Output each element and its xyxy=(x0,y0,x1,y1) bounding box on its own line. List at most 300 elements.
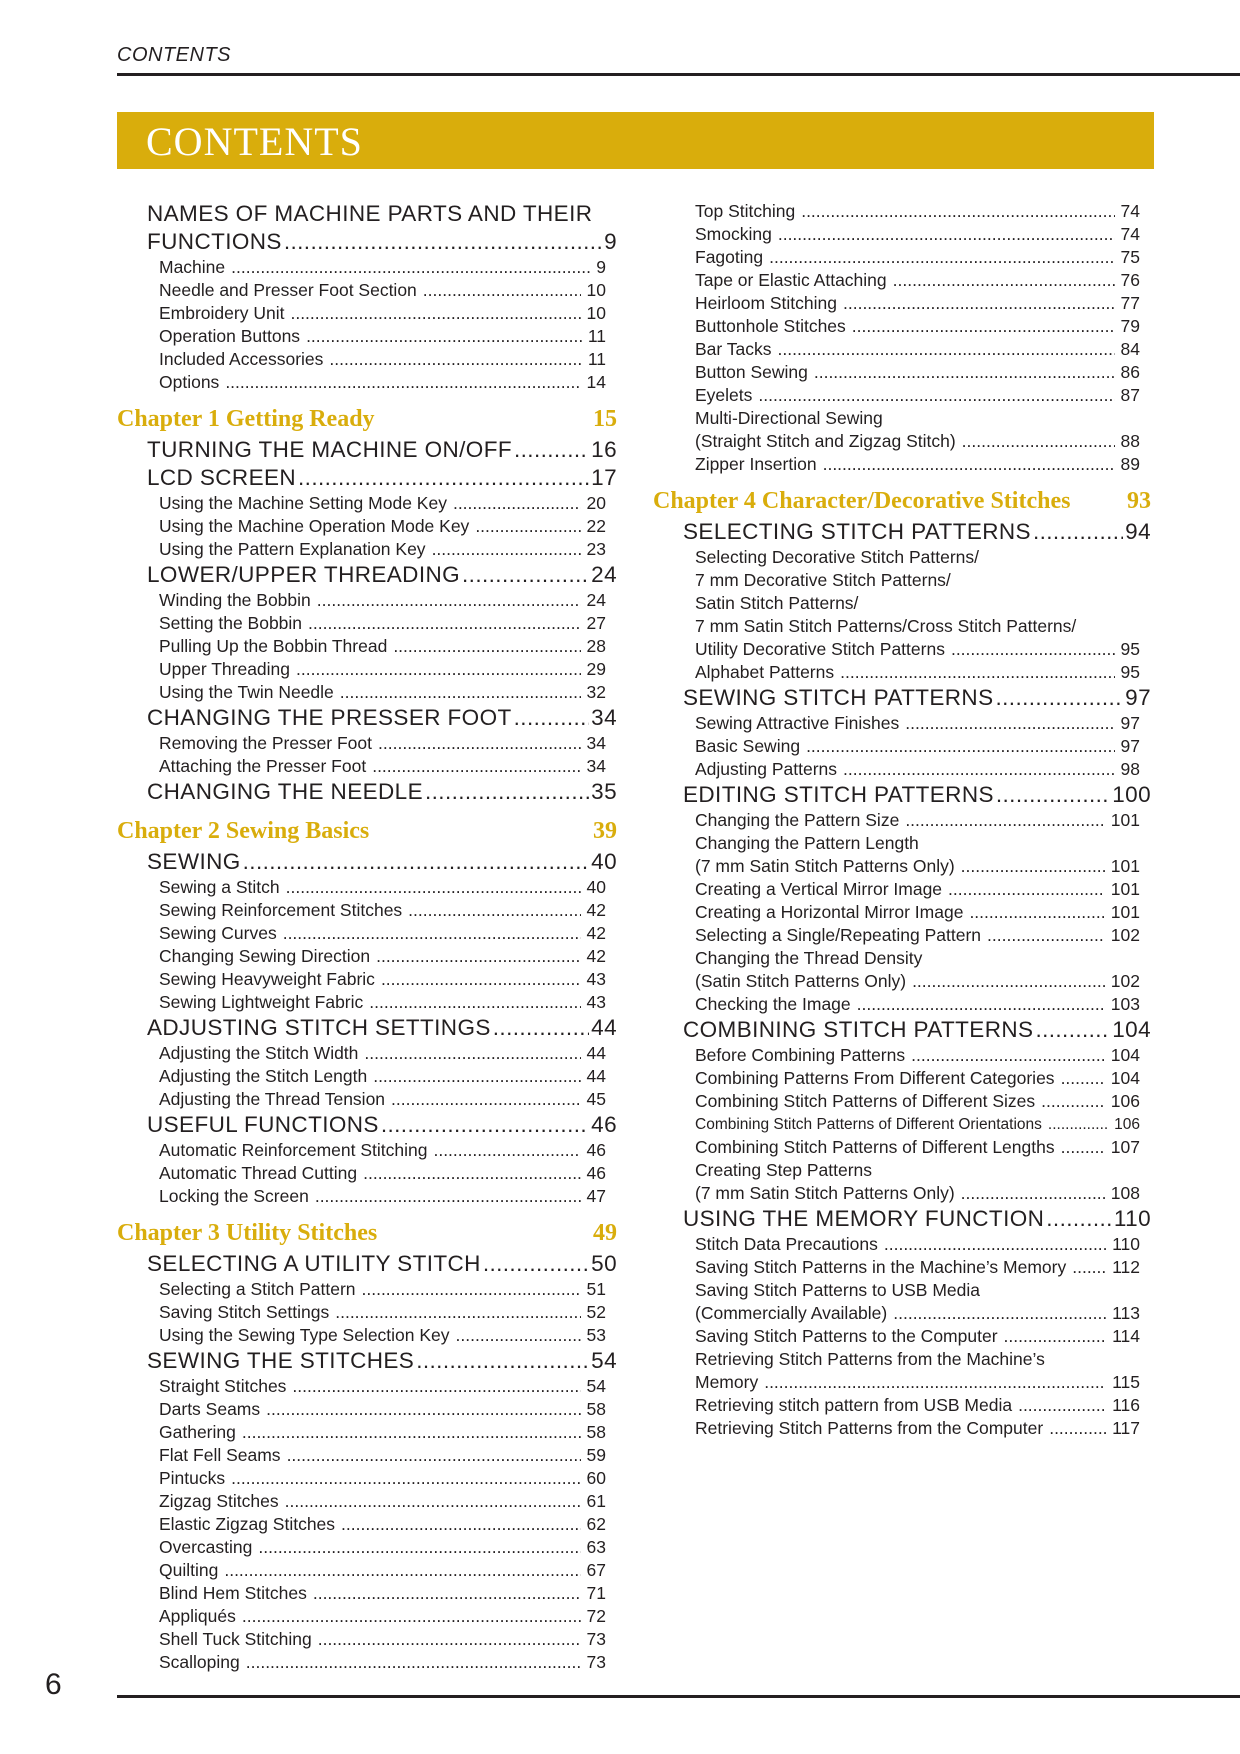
toc-title: COMBINING STITCH PATTERNS xyxy=(683,1017,1034,1042)
toc-entry[interactable] xyxy=(117,876,617,899)
leader-dots xyxy=(1004,1325,1107,1348)
toc-page: 113 xyxy=(1112,1303,1140,1323)
toc-entry-wrap: Changing the Pattern Length xyxy=(695,833,919,853)
toc-entry[interactable] xyxy=(653,1182,1151,1205)
toc-page: 74 xyxy=(1120,201,1140,221)
toc-title: Sewing Heavyweight Fabric xyxy=(159,969,375,989)
toc-title: Darts Seams xyxy=(159,1399,261,1419)
toc-page: 104 xyxy=(1112,1017,1151,1042)
banner-title: CONTENTS xyxy=(146,119,363,164)
leader-dots xyxy=(456,1324,581,1347)
bottom-rule xyxy=(117,1695,1240,1698)
toc-title: Checking the Image xyxy=(695,994,851,1014)
toc-page: 95 xyxy=(1120,662,1140,682)
toc-entry[interactable] xyxy=(653,1067,1151,1090)
toc-title: Quilting xyxy=(159,1560,219,1580)
toc-entry[interactable] xyxy=(117,1444,617,1467)
leader-dots xyxy=(1033,518,1123,546)
toc-entry[interactable] xyxy=(117,256,617,279)
toc-entry[interactable] xyxy=(117,755,617,778)
leader-dots xyxy=(266,1398,580,1421)
toc-page: 75 xyxy=(1120,247,1140,267)
toc-title: Bar Tacks xyxy=(695,339,772,359)
toc-page: 20 xyxy=(586,493,606,513)
leader-dots xyxy=(884,1233,1106,1256)
leader-dots xyxy=(284,228,602,256)
toc-page: 84 xyxy=(1120,339,1140,359)
toc-entry[interactable] xyxy=(117,1139,617,1162)
leader-dots xyxy=(369,991,580,1014)
toc-title: Combining Stitch Patterns of Different Orientations xyxy=(695,1116,1042,1133)
leader-dots xyxy=(340,681,581,704)
leader-dots xyxy=(313,1582,581,1605)
toc-title: Using the Twin Needle xyxy=(159,682,334,702)
leader-dots xyxy=(416,1347,589,1375)
toc-entry[interactable] xyxy=(653,1394,1151,1417)
toc-entry[interactable] xyxy=(117,515,617,538)
toc-title: TURNING THE MACHINE ON/OFF xyxy=(147,437,512,462)
toc-page: 9 xyxy=(604,229,617,254)
toc-page: 106 xyxy=(1110,1091,1140,1111)
toc-entry-wrap: Retrieving Stitch Patterns from the Machine’s xyxy=(695,1349,1045,1369)
toc-heading[interactable] xyxy=(653,781,1151,809)
toc-title: Adjusting the Thread Tension xyxy=(159,1089,386,1109)
toc-page: 9 xyxy=(596,257,606,277)
toc-page: 63 xyxy=(586,1537,606,1557)
toc-title: Zipper Insertion xyxy=(695,454,817,474)
leader-dots xyxy=(335,1301,580,1324)
toc-title: Retrieving Stitch Patterns from the Computer xyxy=(695,1418,1044,1438)
toc-title: Automatic Reinforcement Stitching xyxy=(159,1140,428,1160)
leader-dots xyxy=(764,1371,1106,1394)
toc-entry[interactable] xyxy=(117,899,617,922)
toc-entry[interactable] xyxy=(653,1371,1151,1394)
toc-page: 101 xyxy=(1110,856,1140,876)
toc-title: Sewing Reinforcement Stitches xyxy=(159,900,403,920)
toc-heading[interactable] xyxy=(653,684,1151,712)
toc-title: Saving Stitch Patterns in the Machine’s Memory xyxy=(695,1257,1067,1277)
toc-title: Elastic Zigzag Stitches xyxy=(159,1514,336,1534)
toc-page: 94 xyxy=(1125,519,1151,544)
toc-entry[interactable] xyxy=(653,712,1151,735)
toc-page: 54 xyxy=(586,1376,606,1396)
toc-page: 23 xyxy=(586,539,606,559)
leader-dots xyxy=(391,1088,580,1111)
toc-entry[interactable] xyxy=(117,1605,617,1628)
toc-page: 24 xyxy=(591,562,617,587)
toc-title: Overcasting xyxy=(159,1537,253,1557)
toc-entry[interactable] xyxy=(653,1136,1151,1159)
leader-dots xyxy=(801,200,1114,223)
chapter-title: Chapter 3 Utility Stitches xyxy=(117,1220,378,1246)
toc-page: 97 xyxy=(1125,685,1151,710)
toc-entry[interactable] xyxy=(117,1398,617,1421)
toc-page: 11 xyxy=(587,349,606,369)
leader-dots xyxy=(969,901,1104,924)
leader-dots xyxy=(987,924,1105,947)
toc-page: 79 xyxy=(1120,316,1140,336)
toc-entry[interactable] xyxy=(117,1324,617,1347)
toc-entry-wrap: 7 mm Satin Stitch Patterns/Cross Stitch Patterns/ xyxy=(695,616,1077,636)
toc-entry[interactable] xyxy=(117,589,617,612)
toc-entry[interactable] xyxy=(117,1559,617,1582)
toc-entry[interactable] xyxy=(117,1651,617,1674)
leader-dots xyxy=(372,755,580,778)
toc-title: LOWER/UPPER THREADING xyxy=(147,562,461,587)
leader-dots xyxy=(298,464,589,492)
toc-entry[interactable] xyxy=(653,1302,1151,1325)
leader-dots xyxy=(362,1278,581,1301)
toc-entry[interactable] xyxy=(653,901,1151,924)
toc-page: 115 xyxy=(1112,1372,1140,1392)
leader-dots xyxy=(758,384,1114,407)
toc-title: Saving Stitch Patterns to the Computer xyxy=(695,1326,998,1346)
toc-entry[interactable] xyxy=(117,1513,617,1536)
toc-heading[interactable] xyxy=(117,704,617,732)
toc-entry[interactable] xyxy=(653,338,1151,361)
toc-page: 87 xyxy=(1120,385,1140,405)
toc-heading[interactable] xyxy=(117,436,617,464)
toc-entry[interactable] xyxy=(117,945,617,968)
leader-dots xyxy=(242,1421,581,1444)
leader-dots xyxy=(285,1490,581,1513)
toc-entry[interactable] xyxy=(117,1185,617,1208)
toc-page: 73 xyxy=(586,1629,606,1649)
toc-entry[interactable] xyxy=(653,200,1151,223)
toc-entry-wrap: Multi-Directional Sewing xyxy=(695,408,883,428)
toc-entry-wrap: Selecting Decorative Stitch Patterns/ xyxy=(695,547,980,567)
leader-dots xyxy=(852,315,1115,338)
leader-dots xyxy=(806,735,1114,758)
toc-entry[interactable] xyxy=(653,1256,1151,1279)
toc-heading[interactable] xyxy=(117,228,617,256)
leader-dots xyxy=(1046,1205,1112,1233)
toc-title: Options xyxy=(159,372,220,392)
toc-heading[interactable] xyxy=(117,1250,617,1278)
toc-page: 28 xyxy=(586,636,606,656)
toc-entry-wrap: 7 mm Decorative Stitch Patterns/ xyxy=(695,570,951,590)
toc-page: 60 xyxy=(586,1468,606,1488)
toc-heading[interactable] xyxy=(117,561,617,589)
toc-page: 100 xyxy=(1112,782,1151,807)
toc-page: 32 xyxy=(586,682,606,702)
leader-dots xyxy=(308,612,581,635)
toc-heading[interactable] xyxy=(653,1205,1151,1233)
toc-entry[interactable] xyxy=(653,453,1151,476)
toc-page: 97 xyxy=(1120,713,1140,733)
leader-dots xyxy=(246,1651,581,1674)
leader-dots xyxy=(843,758,1115,781)
toc-heading[interactable] xyxy=(117,1111,617,1139)
toc-title: Smocking xyxy=(695,224,772,244)
toc-page: 73 xyxy=(586,1652,606,1672)
toc-heading[interactable] xyxy=(653,1016,1151,1044)
toc-title: Operation Buttons xyxy=(159,326,301,346)
toc-entry[interactable] xyxy=(117,991,617,1014)
chapter-heading[interactable] xyxy=(117,1218,617,1248)
toc-entry[interactable] xyxy=(117,325,617,348)
toc-entry[interactable] xyxy=(653,1090,1151,1113)
toc-title: Selecting a Single/Repeating Pattern xyxy=(695,925,982,945)
toc-entry[interactable] xyxy=(653,246,1151,269)
leader-dots xyxy=(840,661,1114,684)
toc-entry[interactable] xyxy=(117,538,617,561)
toc-title: Included Accessories xyxy=(159,349,324,369)
toc-title: CHANGING THE PRESSER FOOT xyxy=(147,705,512,730)
toc-entry[interactable] xyxy=(117,348,617,371)
leader-dots xyxy=(1035,1016,1110,1044)
toc-page: 97 xyxy=(1120,736,1140,756)
leader-dots xyxy=(378,732,581,755)
leader-dots xyxy=(283,922,581,945)
toc-entry[interactable] xyxy=(653,384,1151,407)
toc-title: Sewing Attractive Finishes xyxy=(695,713,900,733)
leader-dots xyxy=(381,968,581,991)
toc-page: 86 xyxy=(1120,362,1140,382)
toc-page: 50 xyxy=(591,1251,617,1276)
leader-dots xyxy=(318,1628,581,1651)
leader-dots xyxy=(341,1513,580,1536)
toc-page: 101 xyxy=(1110,810,1140,830)
toc-page: 45 xyxy=(586,1089,606,1109)
toc-title: (7 mm Satin Stitch Patterns Only) xyxy=(695,1183,955,1203)
toc-entry[interactable] xyxy=(117,1088,617,1111)
leader-dots xyxy=(376,945,580,968)
leader-dots xyxy=(778,223,1115,246)
leader-dots xyxy=(1049,1417,1106,1440)
leader-dots xyxy=(823,453,1115,476)
toc-page: 74 xyxy=(1120,224,1140,244)
toc-title: Adjusting Patterns xyxy=(695,759,838,779)
leader-dots xyxy=(769,246,1114,269)
toc-entry[interactable] xyxy=(653,223,1151,246)
leader-dots xyxy=(843,292,1115,315)
toc-heading[interactable] xyxy=(117,848,617,876)
leader-dots xyxy=(462,561,589,589)
toc-page: 29 xyxy=(586,659,606,679)
leader-dots xyxy=(778,338,1115,361)
toc-page: 107 xyxy=(1110,1137,1140,1157)
toc-page: 51 xyxy=(586,1279,606,1299)
intro-items xyxy=(117,256,617,394)
toc-title: Shell Tuck Stitching xyxy=(159,1629,312,1649)
toc-heading[interactable] xyxy=(653,518,1151,546)
toc-title: Straight Stitches xyxy=(159,1376,287,1396)
toc-entry[interactable] xyxy=(117,302,617,325)
toc-title: Using the Pattern Explanation Key xyxy=(159,539,426,559)
toc-page: 11 xyxy=(587,326,606,346)
toc-page: 46 xyxy=(586,1163,606,1183)
toc-entry[interactable] xyxy=(117,1065,617,1088)
leader-dots xyxy=(475,515,580,538)
leader-dots xyxy=(996,781,1110,809)
toc-title: Appliqués xyxy=(159,1606,236,1626)
toc-entry[interactable] xyxy=(653,430,1151,453)
toc-left-column xyxy=(117,200,617,1674)
toc-page: 95 xyxy=(1120,639,1140,659)
toc-entry[interactable] xyxy=(117,1301,617,1324)
leader-dots xyxy=(912,970,1105,993)
toc-page: 46 xyxy=(591,1112,617,1137)
toc-entry[interactable] xyxy=(117,1467,617,1490)
toc-entry[interactable] xyxy=(653,855,1151,878)
toc-entry[interactable] xyxy=(653,878,1151,901)
toc-title: EDITING STITCH PATTERNS xyxy=(683,782,994,807)
toc-heading[interactable] xyxy=(117,1014,617,1042)
toc-page: 62 xyxy=(586,1514,606,1534)
toc-page: 102 xyxy=(1110,925,1140,945)
leader-dots xyxy=(296,658,581,681)
toc-entry-wrap: Changing the Thread Density xyxy=(695,948,923,968)
toc-title: Using the Machine Operation Mode Key xyxy=(159,516,470,536)
toc-entry[interactable] xyxy=(117,1375,617,1398)
toc-page: 43 xyxy=(586,992,606,1012)
toc-title: FUNCTIONS xyxy=(147,229,282,254)
toc-entry[interactable] xyxy=(117,658,617,681)
leader-dots xyxy=(231,256,590,279)
toc-entry[interactable] xyxy=(117,1421,617,1444)
toc-title: Stitch Data Precautions xyxy=(695,1234,878,1254)
toc-entry[interactable] xyxy=(653,315,1151,338)
toc-page: 58 xyxy=(586,1399,606,1419)
toc-entry[interactable] xyxy=(117,1278,617,1301)
leader-dots xyxy=(306,325,582,348)
chapter3-entries xyxy=(117,1250,617,1674)
toc-title: Automatic Thread Cutting xyxy=(159,1163,358,1183)
toc-title: (Commercially Available) xyxy=(695,1303,888,1323)
toc-entry[interactable] xyxy=(653,1417,1151,1440)
toc-title: Flat Fell Seams xyxy=(159,1445,281,1465)
toc-heading[interactable] xyxy=(117,1347,617,1375)
toc-entry[interactable] xyxy=(117,1582,617,1605)
toc-page: 110 xyxy=(1113,1206,1151,1231)
leader-dots xyxy=(425,778,589,806)
toc-title: Combining Patterns From Different Categories xyxy=(695,1068,1055,1088)
leader-dots xyxy=(514,704,590,732)
toc-entry[interactable] xyxy=(653,269,1151,292)
leader-dots xyxy=(962,430,1115,453)
leader-dots xyxy=(423,279,581,302)
leader-dots xyxy=(951,638,1115,661)
chapter3-continued-entries xyxy=(653,200,1151,476)
toc-entry[interactable] xyxy=(117,968,617,991)
toc-entry[interactable] xyxy=(117,681,617,704)
toc-page: 44 xyxy=(591,1015,617,1040)
toc-title: Machine xyxy=(159,257,226,277)
toc-title: Utility Decorative Stitch Patterns xyxy=(695,639,945,659)
toc-title: Heirloom Stitching xyxy=(695,293,837,313)
toc-heading[interactable] xyxy=(117,778,617,806)
toc-entry[interactable] xyxy=(117,732,617,755)
toc-entry[interactable] xyxy=(117,1162,617,1185)
toc-title: Using the Machine Setting Mode Key xyxy=(159,493,447,513)
toc-entry[interactable] xyxy=(117,612,617,635)
toc-entry[interactable] xyxy=(117,279,617,302)
toc-page: 116 xyxy=(1112,1395,1140,1415)
toc-title: Pulling Up the Bobbin Thread xyxy=(159,636,388,656)
chapter-page: 15 xyxy=(593,406,617,432)
toc-title: (Straight Stitch and Zigzag Stitch) xyxy=(695,431,956,451)
toc-entry[interactable] xyxy=(653,993,1151,1016)
chapter-heading[interactable] xyxy=(117,404,617,434)
toc-title: Creating a Vertical Mirror Image xyxy=(695,879,943,899)
leader-dots xyxy=(814,361,1115,384)
leader-dots xyxy=(483,1250,589,1278)
toc-page: 52 xyxy=(586,1302,606,1322)
toc-page: 34 xyxy=(586,733,606,753)
toc-page: 98 xyxy=(1120,759,1140,779)
leader-dots xyxy=(961,1182,1105,1205)
leader-dots xyxy=(433,1139,580,1162)
toc-title: USEFUL FUNCTIONS xyxy=(147,1112,379,1137)
toc-title: Tape or Elastic Attaching xyxy=(695,270,887,290)
toc-entry[interactable] xyxy=(117,1042,617,1065)
toc-entry[interactable] xyxy=(117,922,617,945)
toc-entry[interactable] xyxy=(117,492,617,515)
toc-entry-wrap: Creating Step Patterns xyxy=(695,1160,873,1180)
leader-dots xyxy=(290,302,580,325)
leader-dots xyxy=(225,371,580,394)
toc-entry[interactable] xyxy=(653,638,1151,661)
toc-entry[interactable] xyxy=(117,1490,617,1513)
toc-page: 106 xyxy=(1114,1116,1140,1133)
toc-page: 103 xyxy=(1110,994,1140,1014)
toc-entry[interactable] xyxy=(653,809,1151,832)
chapter-heading[interactable] xyxy=(653,486,1151,516)
leader-dots xyxy=(364,1042,580,1065)
leader-dots xyxy=(857,993,1105,1016)
toc-entry[interactable] xyxy=(653,1113,1151,1136)
chapter-heading[interactable] xyxy=(117,816,617,846)
toc-title: Combining Stitch Patterns of Different Lengths xyxy=(695,1137,1055,1157)
toc-entry[interactable] xyxy=(117,1536,617,1559)
toc-title: SELECTING STITCH PATTERNS xyxy=(683,519,1031,544)
toc-entry[interactable] xyxy=(653,661,1151,684)
toc-title: Zigzag Stitches xyxy=(159,1491,279,1511)
toc-title: Pintucks xyxy=(159,1468,226,1488)
toc-entry[interactable] xyxy=(653,292,1151,315)
toc-entry[interactable] xyxy=(653,361,1151,384)
toc-entry[interactable] xyxy=(653,924,1151,947)
toc-title: Top Stitching xyxy=(695,201,796,221)
toc-heading[interactable] xyxy=(117,464,617,492)
leader-dots xyxy=(961,855,1105,878)
leader-dots xyxy=(373,1065,580,1088)
toc-entry[interactable] xyxy=(653,1233,1151,1256)
leader-dots xyxy=(995,684,1123,712)
toc-entry[interactable] xyxy=(653,1044,1151,1067)
toc-right-column xyxy=(653,200,1151,1440)
toc-entry[interactable] xyxy=(653,970,1151,993)
toc-entry[interactable] xyxy=(653,758,1151,781)
toc-page: 24 xyxy=(586,590,606,610)
chapter-title: Chapter 4 Character/Decorative Stitches xyxy=(653,488,1071,514)
chapter4-entries xyxy=(653,518,1151,1440)
toc-entry[interactable] xyxy=(653,1325,1151,1348)
leader-dots xyxy=(329,348,581,371)
toc-entry[interactable] xyxy=(653,735,1151,758)
toc-page: 17 xyxy=(591,465,617,490)
toc-entry[interactable] xyxy=(117,1628,617,1651)
toc-entry[interactable] xyxy=(117,635,617,658)
toc-title: Buttonhole Stitches xyxy=(695,316,846,336)
toc-page: 44 xyxy=(586,1043,606,1063)
toc-entry[interactable] xyxy=(117,371,617,394)
toc-title: Upper Threading xyxy=(159,659,291,679)
leader-dots xyxy=(1048,1113,1108,1136)
toc-title: Adjusting the Stitch Length xyxy=(159,1066,368,1086)
toc-page: 112 xyxy=(1112,1257,1140,1277)
